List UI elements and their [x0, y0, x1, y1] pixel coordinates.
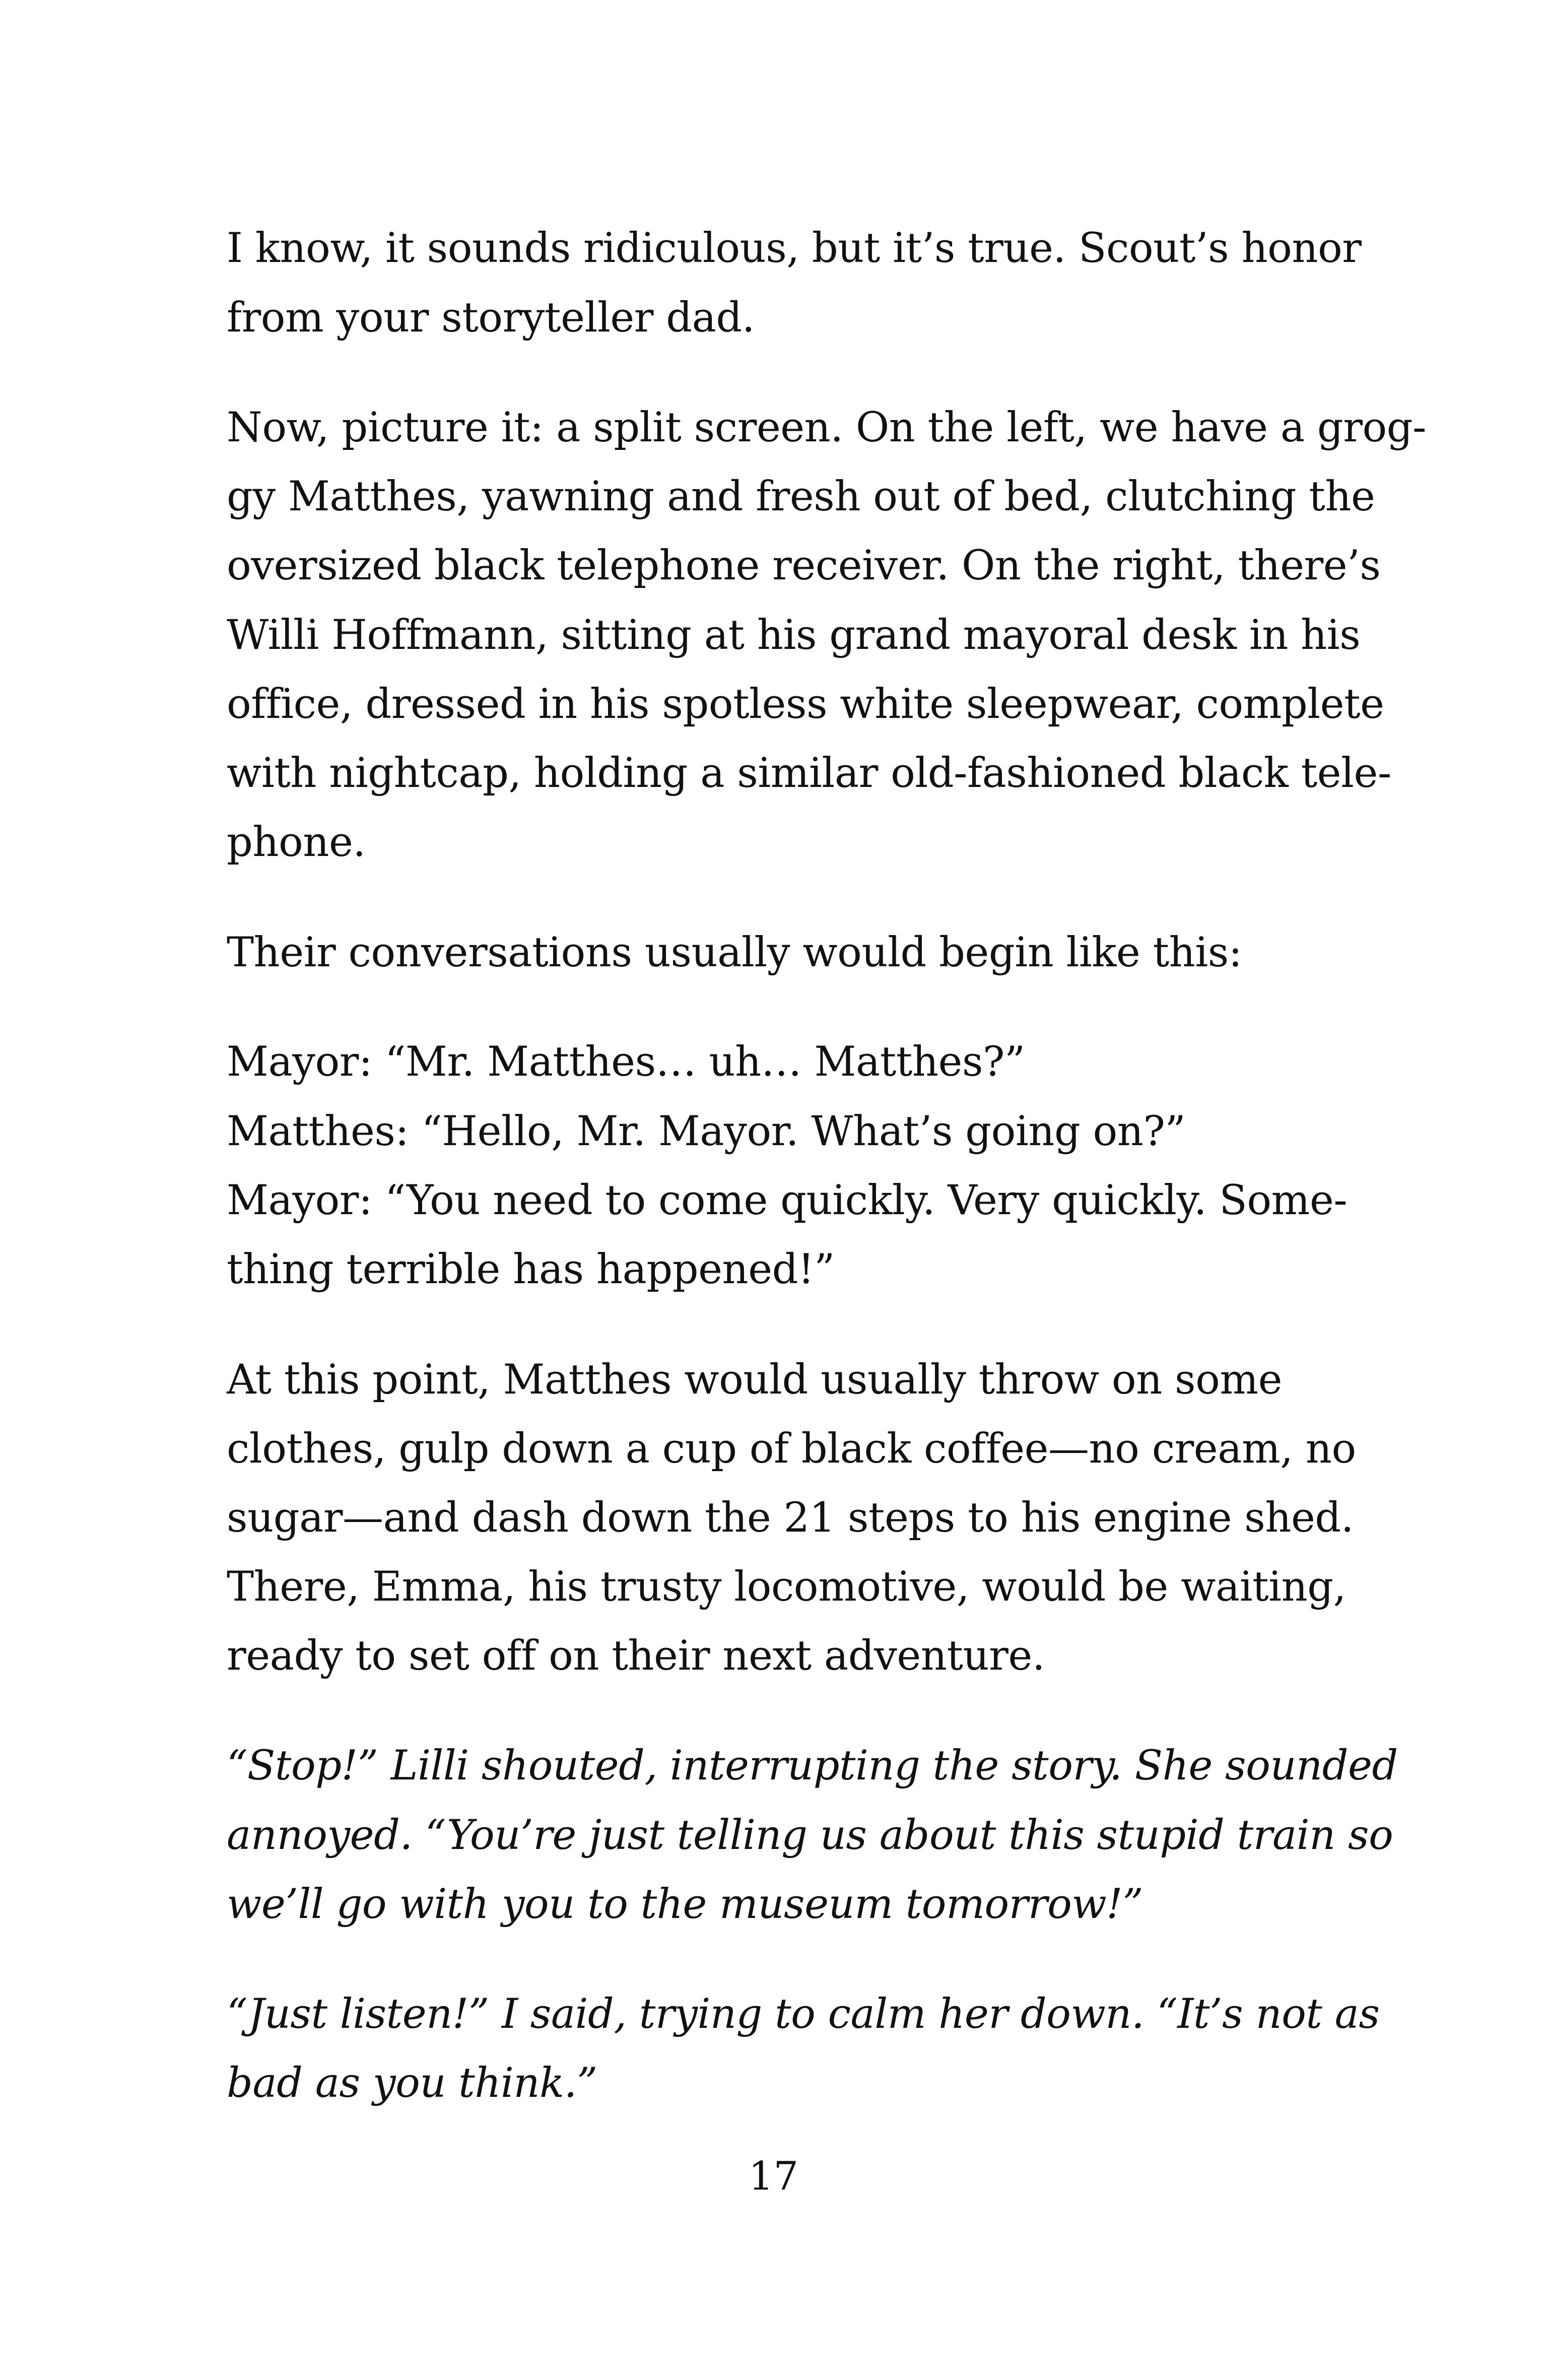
paragraph-2-line-1: Now, picture it: a split screen. On the left, we have a grog-	[227, 404, 1426, 451]
paragraph-2-line-4: Willi Hoffmann, sitting at his grand mayoral desk in his	[227, 612, 1361, 659]
paragraph-2-line-7: phone.	[227, 819, 366, 866]
paragraph-4-line-3: sugar—and dash down the 21 steps to his engine shed.	[227, 1494, 1354, 1542]
paragraph-4-line-5: ready to set off on their next adventure.	[227, 1632, 1045, 1680]
paragraph-1-line-1: I know, it sounds ridiculous, but it’s true. Scout’s honor	[227, 225, 1362, 272]
paragraph-4-line-2: clothes, gulp down a cup of black coffee—no cream, no	[227, 1425, 1356, 1473]
italic-paragraph-1-line-2: annoyed. “You’re just telling us about this stupid train so	[227, 1812, 1393, 1859]
paragraph-2-line-6: with nightcap, holding a similar old-fashioned black tele-	[227, 750, 1391, 797]
dialogue-line-3: Mayor: “You need to come quickly. Very quickly. Some-	[227, 1177, 1348, 1224]
paragraph-4-line-4: There, Emma, his trusty locomotive, would be waiting,	[227, 1563, 1346, 1611]
italic-paragraph-1-line-3: we’ll go with you to the museum tomorrow!”	[227, 1881, 1144, 1928]
paragraph-3-line-1: Their conversations usually would begin like this:	[227, 929, 1242, 976]
italic-paragraph-2-line-1: “Just listen!” I said, trying to calm her down. “It’s not as	[227, 1991, 1380, 2038]
dialogue-line-2: Matthes: “Hello, Mr. Mayor. What’s going on?”	[227, 1108, 1186, 1155]
dialogue-line-1: Mayor: “Mr. Matthes… uh… Matthes?”	[227, 1038, 1025, 1086]
italic-paragraph-1-line-1: “Stop!” Lilli shouted, interrupting the story. She sounded	[227, 1742, 1398, 1790]
paragraph-1-line-2: from your storyteller dad.	[227, 294, 755, 342]
dialogue-line-4: thing terrible has happened!”	[227, 1246, 835, 1293]
page-number: 17	[748, 2154, 799, 2199]
paragraph-2-line-3: oversized black telephone receiver. On the right, there’s	[227, 542, 1381, 589]
paragraph-2-line-5: office, dressed in his spotless white sleepwear, complete	[227, 681, 1384, 728]
paragraph-4-line-1: At this point, Matthes would usually throw on some	[227, 1356, 1283, 1404]
italic-paragraph-2-line-2: bad as you think.”	[227, 2060, 597, 2107]
paragraph-2-line-2: gy Matthes, yawning and fresh out of bed, clutching the	[227, 473, 1375, 520]
